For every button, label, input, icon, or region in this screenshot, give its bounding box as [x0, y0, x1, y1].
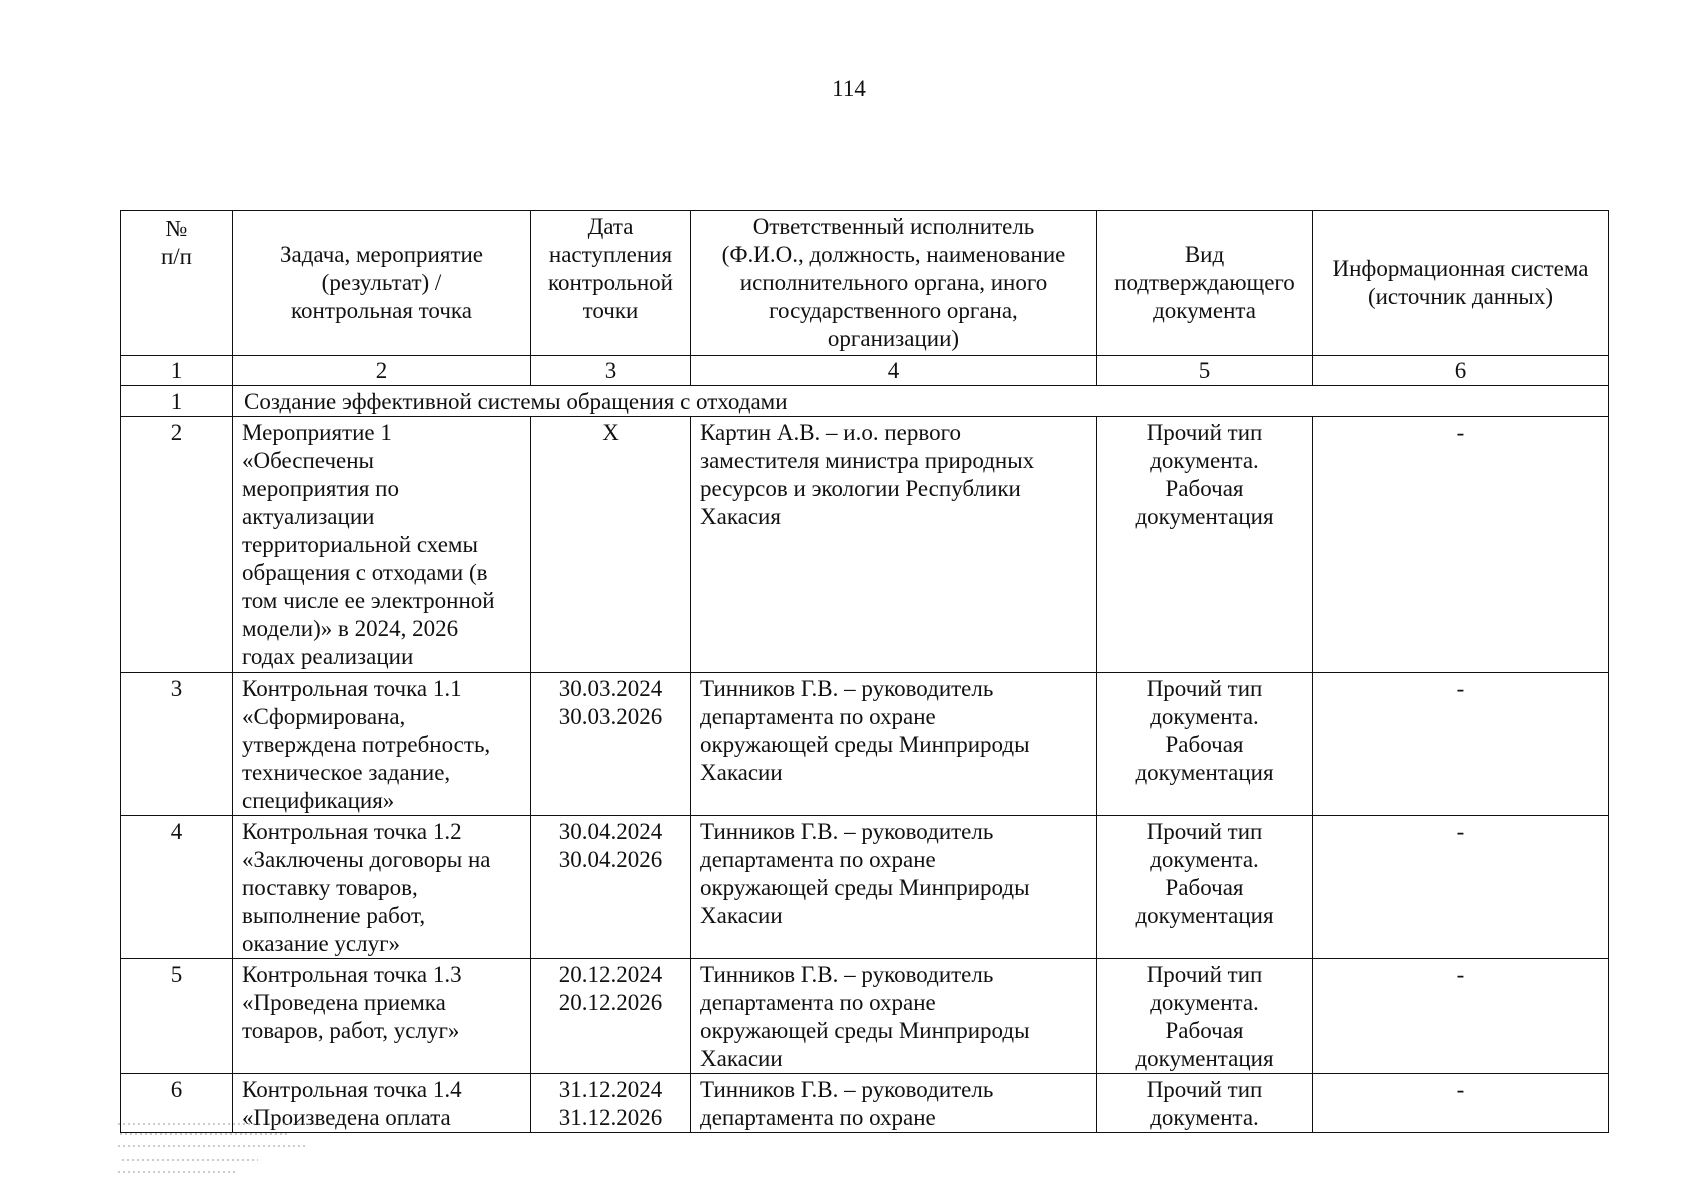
column-number: 6	[1313, 356, 1609, 386]
row-doc-type: Прочий тип документа. Рабочая документация	[1097, 417, 1313, 673]
stamp-mark	[118, 1118, 338, 1178]
row-num: 5	[121, 959, 233, 1074]
row-doc-type: Прочий тип документа. Рабочая документация	[1097, 816, 1313, 959]
table-row	[121, 417, 1609, 673]
header-date: Дата наступления контрольной точки	[531, 211, 691, 356]
row-date: Х	[531, 417, 691, 673]
row-task: Контрольная точка 1.1 «Сформирована, утверждена потребность, техническое задание, спецификация»	[233, 673, 531, 816]
column-number: 4	[691, 356, 1097, 386]
row-info-system: -	[1313, 959, 1609, 1074]
column-number: 3	[531, 356, 691, 386]
row-date: 30.04.2024 30.04.2026	[531, 816, 691, 959]
row-doc-type: Прочий тип документа. Рабочая документация	[1097, 959, 1313, 1074]
row-info-system: -	[1313, 417, 1609, 673]
row-task: Контрольная точка 1.2 «Заключены договоры на поставку товаров, выполнение работ, оказание услуг»	[233, 816, 531, 959]
header-num: № п/п	[121, 211, 233, 356]
table-row	[121, 816, 1609, 959]
table-row	[121, 673, 1609, 816]
section-num: 1	[121, 386, 233, 417]
row-date: 20.12.2024 20.12.2026	[531, 959, 691, 1074]
row-info-system: -	[1313, 1074, 1609, 1133]
table-row	[121, 959, 1609, 1074]
header-responsible: Ответственный исполнитель (Ф.И.О., должность, наименование исполнительного органа, иного государственного органа, организации)	[691, 211, 1097, 356]
column-number: 1	[121, 356, 233, 386]
row-task: Мероприятие 1 «Обеспечены мероприятия по актуализации территориальной схемы обращения с отходами (в том числе ее электронной модели)» в 2024, 2026 годах реализации	[233, 417, 531, 673]
row-responsible: Тинников Г.В. – руководитель департамента по охране окружающей среды Минприроды Хакасии	[691, 816, 1097, 959]
section-row	[121, 386, 1609, 417]
column-number-row	[121, 356, 1609, 386]
row-info-system: -	[1313, 816, 1609, 959]
row-num: 3	[121, 673, 233, 816]
table-row	[121, 1074, 1609, 1133]
row-date: 30.03.2024 30.03.2026	[531, 673, 691, 816]
row-task: Контрольная точка 1.4 «Произведена оплата	[233, 1074, 531, 1133]
row-responsible: Тинников Г.В. – руководитель департамента по охране окружающей среды Минприроды Хакасии	[691, 959, 1097, 1074]
section-title: Создание эффективной системы обращения с отходами	[233, 386, 1609, 417]
column-number: 2	[233, 356, 531, 386]
header-info-system: Информационная система (источник данных)	[1313, 211, 1609, 356]
row-num: 6	[121, 1074, 233, 1133]
row-responsible: Тинников Г.В. – руководитель департамента по охране окружающей среды Минприроды Хакасии	[691, 673, 1097, 816]
row-date: 31.12.2024 31.12.2026	[531, 1074, 691, 1133]
header-task: Задача, мероприятие (результат) / контрольная точка	[233, 211, 531, 356]
page-number: 114	[832, 76, 866, 101]
control-points-table	[120, 210, 1609, 1133]
row-info-system: -	[1313, 673, 1609, 816]
row-doc-type: Прочий тип документа.	[1097, 1074, 1313, 1133]
header-row	[121, 211, 1609, 356]
row-num: 2	[121, 417, 233, 673]
row-task: Контрольная точка 1.3 «Проведена приемка товаров, работ, услуг»	[233, 959, 531, 1074]
header-doc-type: Вид подтверждающего документа	[1097, 211, 1313, 356]
row-doc-type: Прочий тип документа. Рабочая документация	[1097, 673, 1313, 816]
column-number: 5	[1097, 356, 1313, 386]
row-num: 4	[121, 816, 233, 959]
row-responsible: Картин А.В. – и.о. первого заместителя министра природных ресурсов и экологии Республики Хакасия	[691, 417, 1097, 673]
row-responsible: Тинников Г.В. – руководитель департамента по охране	[691, 1074, 1097, 1133]
